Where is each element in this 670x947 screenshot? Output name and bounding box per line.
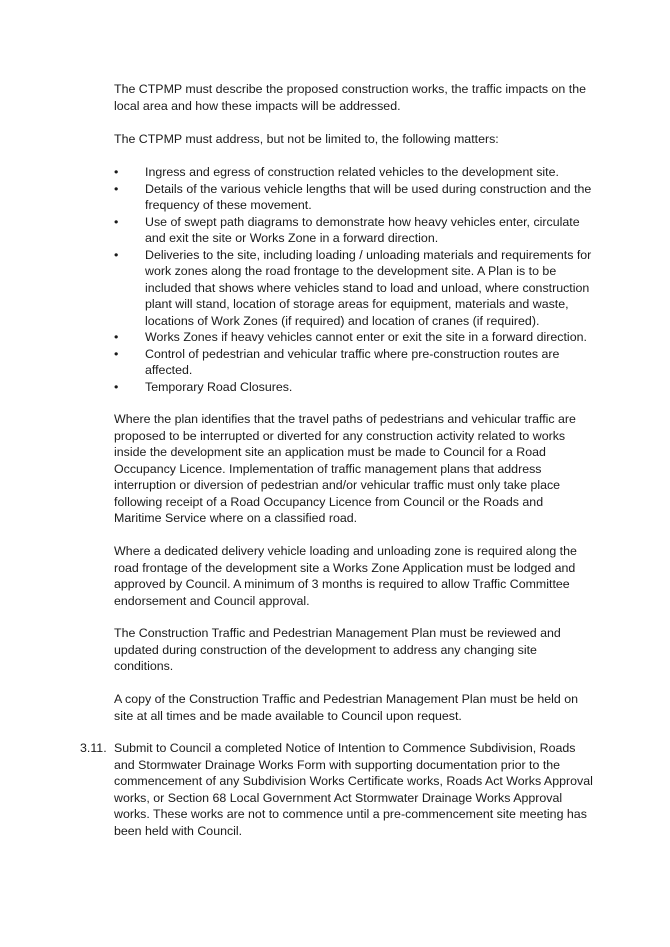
bullet-item-works-zones	[114, 329, 594, 346]
matters-bullet-list	[114, 164, 594, 395]
bullet-item-traffic-control	[114, 346, 594, 379]
condition-number: 3.11.	[80, 741, 107, 755]
bullet-text: Details of the various vehicle lengths that will be used during construction and the frequency of these movement.	[145, 181, 592, 212]
bullet-icon: •	[114, 330, 119, 344]
bullet-text: Use of swept path diagrams to demonstrate how heavy vehicles enter, circulate and exit the site or Works Zone in a forward direction.	[145, 214, 580, 245]
road-occupancy-paragraph: Where the plan identifies that the travel paths of pedestrians and vehicular traffic are proposed to be interrupted or diverted for any construction activity related to works inside the development site an application must be made to Council for a Road Occupancy Licence. Implementation of traffic management plans that address interruption or diversion of pedestrian and/or vehicular traffic must only take place following receipt of a Road Occupancy Licence from Council or the Roads and Maritime Service where on a classified road.	[114, 412, 576, 525]
bullet-item-deliveries	[114, 247, 594, 330]
matters-intro-paragraph: The CTPMP must address, but not be limited to, the following matters:	[114, 132, 499, 146]
bullet-icon: •	[114, 379, 119, 394]
plan-copy-paragraph: A copy of the Construction Traffic and Pedestrian Management Plan must be held on site at all times and be made available to Council upon request.	[114, 692, 579, 723]
condition-text: Submit to Council a completed Notice of Intention to Commence Subdivision, Roads and Stormwater Drainage Works Form with supporting documentation prior to the commencement of any Subdivision Works Certificate works, Roads Act Works Approval works, or Section 68 Local Government Act Stormwater Drainage Works Approval works. These works are not to commence until a pre-commencement site meeting has been held with Council.	[114, 741, 593, 838]
bullet-item-ingress	[114, 164, 594, 181]
bullet-icon: •	[114, 165, 119, 179]
bullet-icon: •	[114, 346, 119, 361]
bullet-text: Temporary Road Closures.	[145, 379, 293, 394]
bullet-text: Ingress and egress of construction related vehicles to the development site.	[145, 165, 559, 179]
bullet-icon: •	[114, 181, 119, 196]
bullet-text: Works Zones if heavy vehicles cannot enter or exit the site in a forward direction.	[145, 330, 587, 344]
bullet-icon: •	[114, 247, 119, 262]
works-zone-paragraph: Where a dedicated delivery vehicle loading and unloading zone is required along the road frontage of the development site a Works Zone Application must be lodged and approved by Council. A minimum of 3 months is required to allow Traffic Committee endorsement and Council approval.	[114, 544, 577, 608]
bullet-item-road-closures	[114, 379, 594, 396]
bullet-text: Control of pedestrian and vehicular traffic where pre-construction routes are affected.	[145, 346, 560, 377]
bullet-icon: •	[114, 214, 119, 229]
intro-paragraph: The CTPMP must describe the proposed construction works, the traffic impacts on the local area and how these impacts will be addressed.	[114, 82, 586, 113]
bullet-text: Deliveries to the site, including loading / unloading materials and requirements for work zones along the road frontage to the development site. A Plan is to be included that shows where vehicles stand to load and unload, where construction plant will stand, location of storage areas for equipment, materials and waste, locations of Work Zones (if required) and location of cranes (if required).	[145, 247, 592, 328]
bullet-item-vehicle-lengths	[114, 181, 594, 214]
plan-review-paragraph: The Construction Traffic and Pedestrian Management Plan must be reviewed and updated during construction of the development to address any changing site conditions.	[114, 626, 561, 673]
condition-3-11	[80, 740, 594, 839]
bullet-item-swept-path	[114, 214, 594, 247]
